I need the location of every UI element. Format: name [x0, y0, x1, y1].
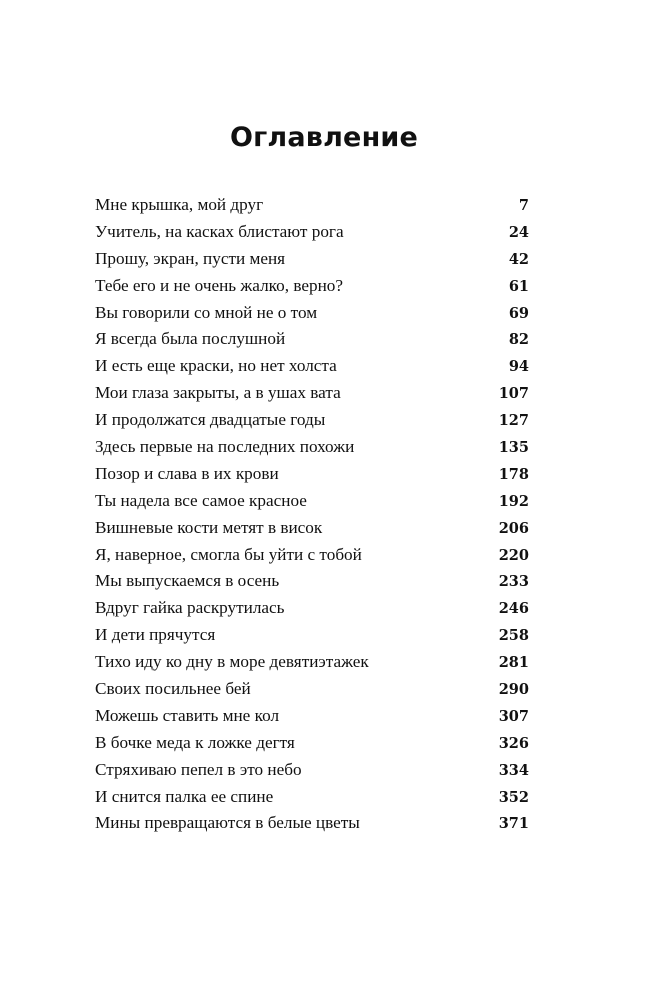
toc-entry[interactable] [95, 488, 529, 515]
toc-page-number: 135 [498, 439, 529, 457]
toc-chapter-title: Ты надела все самое красное [95, 490, 307, 510]
toc-page-number: 258 [498, 627, 529, 645]
toc-entry[interactable] [95, 784, 529, 811]
toc-chapter-title: Своих посильнее бей [95, 679, 251, 699]
toc-chapter-title: И есть еще краски, но нет холста [95, 356, 337, 376]
toc-entry[interactable] [95, 649, 529, 676]
toc-entry[interactable] [95, 353, 529, 380]
toc-page-number: 107 [498, 385, 529, 403]
toc-chapter-title: И дети прячутся [95, 625, 216, 645]
toc-chapter-title: Вдруг гайка раскрутилась [95, 598, 285, 618]
toc-entry[interactable] [95, 542, 529, 569]
toc-chapter-title: Я всегда была послушной [95, 329, 286, 349]
toc-entry[interactable] [95, 810, 529, 837]
toc-chapter-title: Вы говорили со мной не о том [95, 302, 318, 322]
toc-chapter-title: Здесь первые на последних похожи [95, 437, 355, 457]
toc-chapter-title: Учитель, на касках блистают рога [95, 221, 344, 241]
toc-chapter-title: Стряхиваю пепел в это небо [95, 759, 302, 779]
toc-chapter-title: Я, наверное, смогла бы уйти с тобой [95, 544, 362, 564]
table-of-contents [95, 192, 529, 837]
toc-page-number: 24 [508, 223, 529, 241]
toc-page-number: 127 [498, 412, 529, 430]
toc-entry[interactable] [95, 273, 529, 300]
toc-page-number: 246 [498, 600, 529, 618]
toc-chapter-title: И продолжатся двадцатые годы [95, 410, 326, 430]
toc-entry[interactable] [95, 595, 529, 622]
toc-chapter-title: Прошу, экран, пусти меня [95, 248, 286, 268]
toc-page-number: 82 [508, 331, 529, 349]
toc-entry[interactable] [95, 515, 529, 542]
toc-chapter-title: Мины превращаются в белые цветы [95, 813, 360, 833]
toc-entry[interactable] [95, 326, 529, 353]
toc-entry[interactable] [95, 219, 529, 246]
toc-page-number: 220 [498, 546, 529, 564]
toc-entry[interactable] [95, 434, 529, 461]
toc-chapter-title: Мне крышка, мой друг [95, 195, 264, 214]
page-title: Оглавление [229, 122, 419, 153]
toc-page-number: 233 [498, 573, 529, 591]
toc-entry[interactable] [95, 461, 529, 488]
toc-entry[interactable] [95, 192, 529, 219]
toc-page-number: 307 [498, 707, 529, 725]
toc-page-number: 352 [498, 788, 529, 806]
toc-entry[interactable] [95, 407, 529, 434]
toc-entry[interactable] [95, 730, 529, 757]
toc-page-number: 192 [498, 492, 529, 510]
toc-entry[interactable] [95, 246, 529, 273]
toc-page-number: 281 [498, 654, 529, 672]
toc-chapter-title: Вишневые кости метят в висок [95, 517, 323, 537]
toc-chapter-title: И снится палка ее спине [95, 786, 274, 806]
toc-chapter-title: Мои глаза закрыты, а в ушах вата [95, 383, 341, 403]
toc-chapter-title: Мы выпускаемся в осень [95, 571, 280, 591]
toc-page-number: 334 [498, 761, 529, 779]
toc-entry[interactable] [95, 380, 529, 407]
toc-chapter-title: Тихо иду ко дну в море девятиэтажек [95, 652, 369, 672]
toc-chapter-title: Позор и слава в их крови [95, 463, 279, 483]
toc-page-number: 42 [508, 250, 529, 268]
toc-page-number: 178 [498, 465, 529, 483]
toc-chapter-title: Можешь ставить мне кол [95, 705, 280, 725]
toc-page-number: 371 [498, 815, 529, 833]
toc-page-number: 206 [498, 519, 529, 537]
toc-entry[interactable] [95, 676, 529, 703]
toc-page-number: 69 [508, 304, 529, 322]
toc-entry[interactable] [95, 300, 529, 327]
toc-entry[interactable] [95, 568, 529, 595]
toc-chapter-title: В бочке меда к ложке дегтя [95, 732, 295, 752]
toc-page-number: 290 [498, 681, 529, 699]
toc-entry[interactable] [95, 703, 529, 730]
toc-page-number: 326 [498, 734, 529, 752]
toc-entry[interactable] [95, 757, 529, 784]
toc-chapter-title: Тебе его и не очень жалко, верно? [95, 275, 343, 295]
toc-entry[interactable] [95, 622, 529, 649]
toc-page-number: 61 [508, 277, 529, 295]
toc-page-number: 7 [518, 197, 529, 214]
toc-page-number: 94 [508, 358, 529, 376]
